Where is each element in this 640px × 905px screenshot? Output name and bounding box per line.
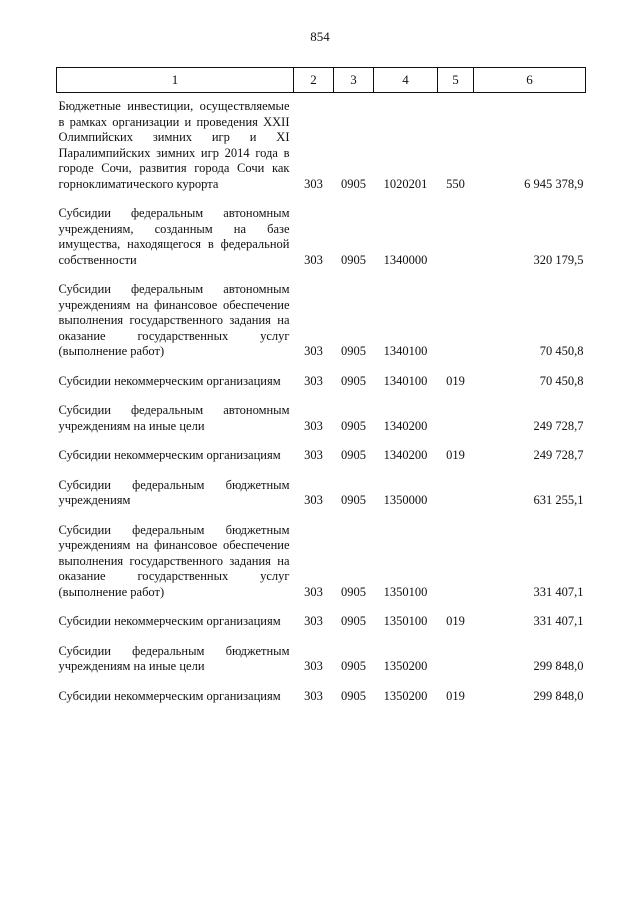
row-col-4: 1350000 [383, 493, 428, 507]
row-amount: 70 450,8 [539, 373, 584, 388]
row-description: Субсидии федеральным бюджетным учреждениям на иные цели [58, 643, 290, 673]
header-col-1: 1 [57, 68, 294, 93]
row-col-2: 303 [304, 659, 323, 673]
table-header [57, 68, 586, 93]
row-col-3: 0905 [341, 493, 366, 507]
row-description: Субсидии федеральным бюджетным учреждениям [58, 477, 290, 507]
row-col-3: 0905 [341, 418, 366, 433]
row-col-2: 303 [304, 252, 323, 267]
row-col-3: 0905 [341, 252, 366, 267]
row-col-2: 303 [304, 373, 323, 388]
budget-table [56, 67, 586, 704]
row-col-4: 1340000 [383, 252, 428, 267]
row-description: Субсидии некоммерческим организациям [58, 373, 281, 388]
header-col-4: 4 [374, 68, 438, 93]
row-col-4: 1350100 [383, 614, 428, 628]
table-row [57, 464, 586, 509]
row-description: Субсидии федеральным автономным учреждениям, созданным на базе имущества, находящегося в федеральной собственности [58, 206, 290, 267]
row-col-4: 1340100 [383, 373, 428, 388]
row-amount: 331 407,1 [533, 584, 584, 599]
row-col-2: 303 [304, 688, 323, 703]
row-amount: 249 728,7 [533, 418, 584, 433]
table-row [57, 360, 586, 390]
table-row [57, 675, 586, 705]
row-col-5: 019 [446, 448, 465, 462]
table-row [57, 630, 586, 675]
row-col-3: 0905 [341, 614, 366, 628]
row-col-4: 1020201 [383, 176, 428, 191]
table-row [57, 600, 586, 630]
row-col-4: 1340200 [383, 448, 428, 462]
row-col-3: 0905 [341, 688, 366, 703]
row-col-5 [438, 464, 474, 509]
table-row [57, 268, 586, 360]
row-col-5 [438, 509, 474, 601]
row-col-3: 0905 [341, 584, 366, 599]
row-col-4: 1350200 [383, 688, 428, 703]
row-col-3: 0905 [341, 448, 366, 462]
row-description: Субсидии некоммерческим организациям [58, 448, 281, 462]
row-col-3: 0905 [341, 373, 366, 388]
row-col-2: 303 [304, 418, 323, 433]
row-description: Субсидии федеральным автономным учреждениям на финансовое обеспечение выполнения государственного задания на оказание государственных услуг (выполнение работ) [58, 282, 290, 358]
row-description: Субсидии федеральным бюджетным учреждениям на финансовое обеспечение выполнения государственного задания на оказание государственных услуг (выполнение работ) [58, 522, 290, 599]
row-col-4: 1340200 [383, 418, 428, 433]
row-amount: 299 848,0 [533, 688, 584, 703]
row-amount: 320 179,5 [533, 252, 584, 267]
row-amount: 631 255,1 [533, 493, 584, 507]
row-amount: 6 945 378,9 [524, 176, 584, 191]
row-col-4: 1350200 [383, 659, 428, 673]
row-amount: 331 407,1 [533, 614, 584, 628]
row-col-3: 0905 [341, 176, 366, 191]
row-col-2: 303 [304, 176, 323, 191]
row-col-3: 0905 [341, 659, 366, 673]
row-col-5: 019 [446, 688, 465, 703]
header-col-5: 5 [438, 68, 474, 93]
row-description: Бюджетные инвестиции, осуществляемые в рамках организации и проведения XXII Олимпийских зимних игр и XI Паралимпийских зимних игр 2014 года в городе Сочи, развития города Сочи как горноклиматического курорта [58, 99, 290, 191]
page-number: 854 [310, 29, 330, 44]
table-row [57, 192, 586, 268]
row-col-2: 303 [304, 493, 323, 507]
row-col-3: 0905 [341, 344, 366, 358]
row-col-2: 303 [304, 584, 323, 599]
row-description: Субсидии некоммерческим организациям [58, 614, 281, 628]
row-col-4: 1350100 [383, 584, 428, 599]
row-amount: 299 848,0 [533, 659, 584, 673]
row-col-5: 019 [446, 614, 465, 628]
table-body [57, 93, 586, 705]
row-col-5: 550 [446, 176, 465, 191]
header-col-3: 3 [334, 68, 374, 93]
row-col-5 [438, 389, 474, 434]
table-row [57, 509, 586, 601]
row-col-5: 019 [446, 373, 465, 388]
row-col-5 [438, 192, 474, 268]
row-description: Субсидии некоммерческим организациям [58, 688, 281, 703]
row-col-2: 303 [304, 448, 323, 462]
row-description: Субсидии федеральным автономным учреждениям на иные цели [58, 403, 290, 433]
row-col-5 [438, 268, 474, 360]
row-amount: 249 728,7 [533, 448, 584, 462]
row-col-2: 303 [304, 344, 323, 358]
row-col-4: 1340100 [383, 344, 428, 358]
row-amount: 70 450,8 [539, 344, 584, 358]
header-col-6: 6 [474, 68, 586, 93]
table-row [57, 93, 586, 193]
row-col-2: 303 [304, 614, 323, 628]
table-row [57, 389, 586, 434]
table-row [57, 434, 586, 464]
header-row [57, 68, 586, 93]
header-col-2: 2 [294, 68, 334, 93]
row-col-5 [438, 630, 474, 675]
